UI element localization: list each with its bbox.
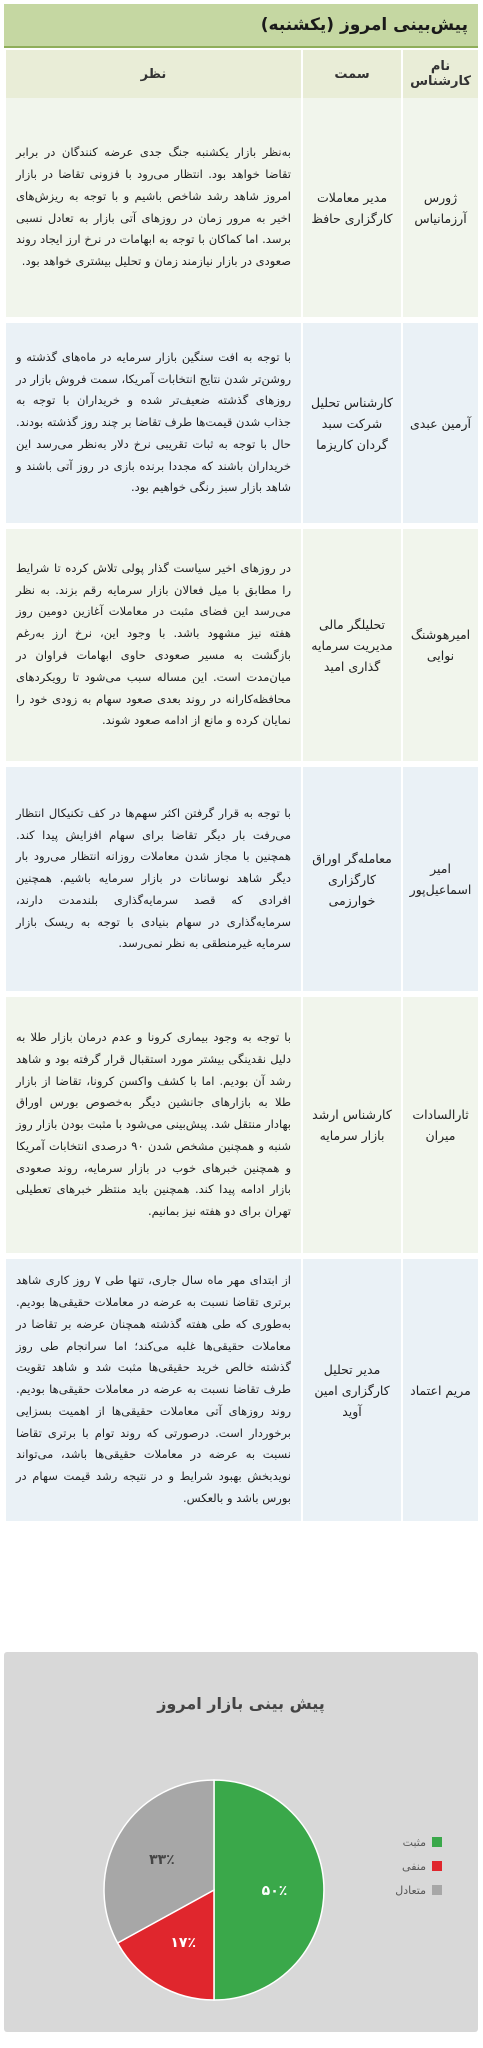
expert-name: ژورس آرزمانیاس [402, 98, 478, 320]
legend-swatch [432, 1861, 442, 1871]
table-row [5, 526, 478, 764]
page-title: پیش‌بینی امروز (یکشنبه) [260, 15, 468, 35]
chart-title: پیش بینی بازار امروز [157, 1694, 325, 1713]
expert-opinion: با توجه به قرار گرفتن اکثر سهم‌ها در کف تکنیکال انتظار می‌رفت بار دیگر تقاضا برای سهام افزایش پیدا کند. همچنین با مجاز شدن معاملات روزانه انتظار می‌رود بار دیگر شاهد نوسانات در بازار سرمایه باشیم. همچنین افرادی که قصد سرمایه‌گذاری بلندمدت دارند، سرمایه‌گذاری در سهام بنیادی با توجه به ریسک بازار سرمایه غیرمنطقی به نظر نمی‌رسد. [5, 764, 302, 994]
legend-label: مثبت [402, 1835, 426, 1849]
table-row [5, 98, 478, 320]
forecast-table [4, 50, 478, 1527]
expert-opinion: به‌نظر بازار یکشنبه جنگ جدی عرضه کنندگان در برابر تقاضا خواهد بود. انتظار می‌رود با فزونی تقاضا در بازار امروز شاهد رشد شاخص باشیم و با توجه به ریزش‌های اخیر به مرور زمان در روزهای آتی بازار به تعادل نسبی برسد. اما کماکان با توجه به ابهامات در نرخ ارز ایجاد روند صعودی در بازار نیازمند زمان و تحلیل بیشتری خواهد بود. [5, 98, 302, 320]
expert-position: تحلیلگر مالی مدیریت سرمایه گذاری امید [302, 526, 402, 764]
table-row [5, 994, 478, 1256]
chart-panel [4, 1652, 478, 2032]
chart-legend [395, 1830, 442, 1902]
legend-item [395, 1830, 442, 1854]
pie-value-label-1: ۱۷٪ [170, 1935, 197, 1952]
header-opinion: نظر [5, 50, 302, 98]
expert-position: کارشناس ارشد بازار سرمایه [302, 994, 402, 1256]
table-header-row [5, 50, 478, 98]
expert-name: مریم اعتماد [402, 1256, 478, 1524]
expert-opinion: از ابتدای مهر ماه سال جاری، تنها طی ۷ روز کاری شاهد برتری تقاضا نسبت به عرضه در معاملات حقیقی‌ها بودیم. به‌طوری که طی هفته گذشته همچنان عرضه بر تقاضا در معاملات حقیقی‌ها غلبه می‌کند؛ اما سرانجام طی روز گذشته خالص خرید حقیقی‌ها مثبت شد و شاهد تقویت طرف تقاضا نسبت به عرضه در معاملات حقیقی‌ها بودیم. روند روزهای آتی معاملات حقیقی‌ها از اهمیت بسزایی برخوردار است. درصورتی که روند توام با برتری تقاضا نسبت به عرضه در معاملات حقیقی‌ها باشد، می‌تواند نوید‌بخش بهبود شرایط و در نتیجه رشد قیمت سهام در بورس باشد و بالعکس. [5, 1256, 302, 1524]
expert-name: ثارالسادات میران [402, 994, 478, 1256]
legend-swatch [432, 1885, 442, 1895]
legend-item [395, 1854, 442, 1878]
expert-position: مدیر تحلیل کارگزاری امین آوید [302, 1256, 402, 1524]
table-row [5, 764, 478, 994]
table-row [5, 320, 478, 526]
expert-opinion: با توجه به افت سنگین بازار سرمایه در ماه‌های گذشته و روشن‌تر شدن نتایج انتخابات آمریکا، سمت فروش بازار در روزهای گذشته ضعیف‌تر شده و خریداران با توجه به جذاب شدن قیمت‌ها طرف تقاضا بر چند روز گذشته بودند. حال با توجه به ثبات تقریبی نرخ دلار به‌نظر می‌رسد این خریداران باشند که مجددا برنده بازی در روز آتی باشند و شاهد بازار سبز رنگی خواهیم بود. [5, 320, 302, 526]
title-bar [4, 4, 478, 48]
header-position: سمت [302, 50, 402, 98]
pie-value-label-0: ۵۰٪ [261, 1883, 288, 1899]
expert-opinion: با توجه به وجود بیماری کرونا و عدم درمان بازار طلا به دلیل نقدینگی بیشتر مورد استقبال قرار گرفته بود و شاهد رشد آن بودیم. اما با کشف واکسن کرونا، تقاضا از بازار طلا به بازارهای جانشین دیگر به‌خصوص بورس اوراق بهادار منتقل شد. پیش‌بینی می‌شود با مثبت بودن بازار روز شنبه و همچنین مشخص شدن ۹۰ درصدی انتخابات آمریکا و همچنین خبرهای خوب در بازار سرمایه، روند صعودی بازار ادامه پیدا کند. همچنین باید منتظر خبرهای تعطیلی تهران برای دو هفته نیز بمانیم. [5, 994, 302, 1256]
expert-name: امیر اسماعیل‌پور [402, 764, 478, 994]
legend-label: منفی [402, 1859, 426, 1873]
legend-item [395, 1878, 442, 1902]
expert-position: کارشناس تحلیل شرکت سبد گردان کاریزما [302, 320, 402, 526]
legend-label: متعادل [395, 1883, 426, 1897]
pie-value-label-2: ۳۳٪ [149, 1852, 175, 1869]
expert-position: مدیر معاملات کارگزاری حافظ [302, 98, 402, 320]
expert-name: امیرهوشنگ نوایی [402, 526, 478, 764]
expert-name: آرمین عبدی [402, 320, 478, 526]
expert-position: معامله‌گر اوراق کارگزاری خوارزمی [302, 764, 402, 994]
expert-opinion: در روزهای اخیر سیاست گذار پولی تلاش کرده تا شرایط را مطابق با میل فعالان بازار سرمایه رقم بزند. به نظر می‌رسد این فضای مثبت در معاملات آغازین دومین روز هفته نیز مشهود باشد. با وجود این، نرخ ارز به‌رغم بازگشت به مسیر صعودی حاوی ابهامات فراوان در میان‌مدت است. این مساله سبب می‌شود تا رویکردهای محافظه‌کارانه در روند بعدی صعود سهام به زودی خود را نمایان کرده و مانع از ادامه صعود شوند. [5, 526, 302, 764]
header-name: نام کارشناس [402, 50, 478, 98]
legend-swatch [432, 1837, 442, 1847]
table-row [5, 1256, 478, 1524]
